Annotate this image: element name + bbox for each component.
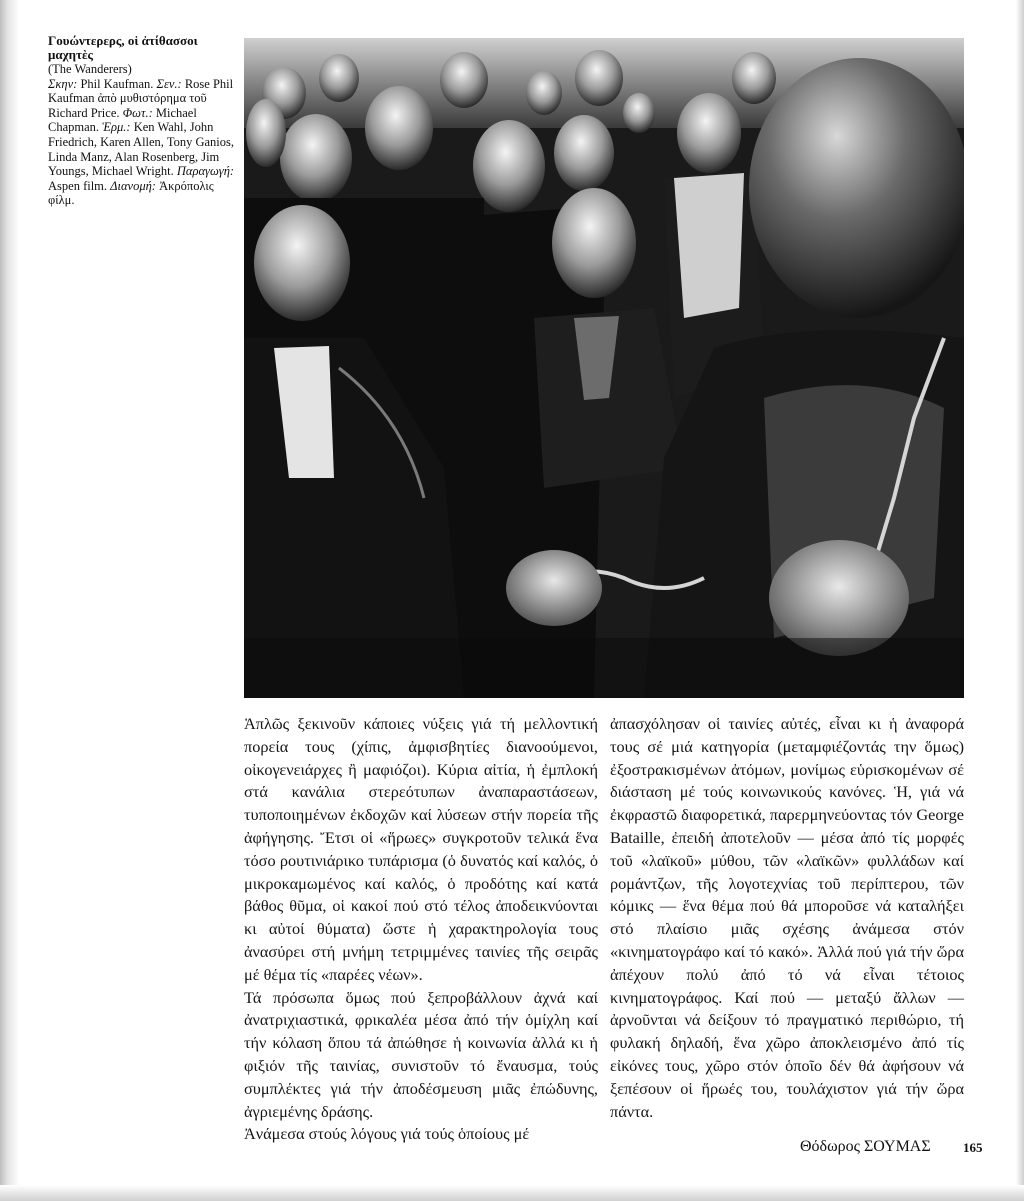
article-column-left (244, 713, 598, 1146)
film-still-illustration (244, 38, 964, 698)
credit-screenplay: Rose Phil Kaufman ἀπὸ μυθιστόρημα τοῦ Richard Price. (48, 76, 234, 120)
page-right-edge (1016, 0, 1024, 1201)
film-credits (48, 77, 236, 208)
credit-photography: Michael Chapman. (48, 105, 197, 135)
credit-label-director: Σκην: (48, 76, 78, 91)
page-number: 165 (963, 1140, 983, 1155)
film-title: Γουώντερερς, οἱ ἀτίθασσοι μαχητὲς (48, 33, 198, 62)
credit-director: Phil Kaufman. (77, 76, 157, 91)
paragraph: Ἁπλῶς ξεκινοῦν κάποιες νύξεις γιά τή μελλοντική πορεία τους (χίπις, ἀμφισβητίες διανοούμενοι, οἰκογενειάρχες ἢ μαφιόζοι). Κύρια αἰτία, ἡ ἐμπλοκή στά κανάλια στερεότυπων ἀναπαραστάσεων, τυποποιημένων ἐκδοχῶν καί λύσεων στήν πορεία τῆς ἀφήγησης. Ἔτσι οἱ «ἥρωες» συγκροτοῦν τελικά ἕνα τόσο ρουτινιάρικο τυπάρισμα (ὁ δυνατός καί καλός, ὁ μικροκαμωμένος καί καλός, ὁ προδότης καί κατά βάθος θῦμα, οἱ κακοί πού στό τέλος ἀποδεικνύονται κι αὐτοί θύματα) ὥστε ἡ χαρακτηρολογία τους ἀνασύρει στή μνήμη τετριμμένες ταινίες τῆς σειρᾶς μέ θέμα τίς «παρέες νέων». (244, 714, 598, 984)
credit-label-production: Παραγωγή: (176, 164, 235, 179)
page-binding-shadow (0, 0, 18, 1201)
paragraph: ἀπασχόλησαν οἱ ταινίες αὐτές, εἶναι κι ἡ ἀναφορά τους σέ μιά κατηγορία (μεταμφιέζοντάς την ὅμως) ἐξοστρακισμένων ἀτόμων, μονίμως εὑρισκομένων σέ διάσταση μέ τούς κοινωνικούς κανόνες. Ἡ, γιά νά ἐκφραστῶ διαφορετικά, παρερμηνεύοντας τόν George Bataille, ἐπειδή ἀποτελοῦν — μέσα ἀπό τίς μορφές τοῦ «λαϊκοῦ» μύθου, τῶν «λαϊκῶν» φυλλάδων καί ρομάντζων, τῆς λογοτεχνίας τοῦ περίπτερου, τῶν κόμικς — ἕνα θέμα πού θά μποροῦσε νά καταλήξει στό πλαίσιο μιᾶς σχέσης ἀνάμεσα στόν «κινηματογράφο καί τό κακό». Ἀλλά πού γιά τήν ὥρα ἀπέχουν πολύ ἀπό τό νά εἶναι τέτοιος κινηματογράφος. Καί πού — μεταξύ ἄλλων — ἀρνοῦνται νά δείξουν τό πραγματικό περιθώριο, τή φυλακή δηλαδή, ἕνα χῶρο ἀποκλεισμένο ἀπό τίς εἰκόνες τους, χῶρο στόν ὁποῖο δέν θά ἀφήσουν νά ξεπέσουν οἱ ἥρωές του, τουλάχιστον γιά τήν ὥρα πάντα. (610, 714, 964, 1121)
credit-cast: Ken Wahl, John Friedrich, Karen Allen, Tony Ganios, Linda Manz, Alan Rosenberg, Jim Youngs, Michael Wright. (48, 120, 235, 179)
credit-label-distribution: Διανομή: (110, 178, 156, 193)
paragraph: Ἀνάμεσα στούς λόγους γιά τούς ὁποίους μέ (244, 1124, 530, 1144)
credit-label-screenplay: Σεν.: (156, 76, 182, 91)
author-signature: Θόδωρος ΣΟΥΜΑΣ (800, 1138, 931, 1155)
film-credits-caption (48, 34, 236, 208)
paragraph: Τά πρόσωπα ὅμως πού ξεπροβάλλουν ἀχνά καί ἀνατριχιαστικά, φρικαλέα μέσα ἀπό τήν ὁμίχλη καί τήν κόλαση ὅπου τά ἀπώθησε ἡ κοινωνία ἀλλά κι ἡ φιξιόν τῆς ταινίας, συνιστοῦν τό ἔναυσμα, τούς συμπλέκτες γιά τήν ἀποδέσμευση μιᾶς ἐπώδυνης, ἀγριεμένης δράσης. (244, 987, 598, 1121)
credit-distribution: Ἀκρόπολις φίλμ. (48, 178, 214, 208)
page-bottom-edge (0, 1185, 1024, 1201)
credit-label-photography: Φωτ.: (122, 105, 153, 120)
article-column-right (610, 713, 964, 1123)
film-original-title: (The Wanderers) (48, 62, 132, 76)
film-still-photo (244, 38, 964, 698)
credit-production: Aspen film. (48, 178, 111, 193)
credit-label-cast: Ἑρμ.: (102, 120, 131, 135)
